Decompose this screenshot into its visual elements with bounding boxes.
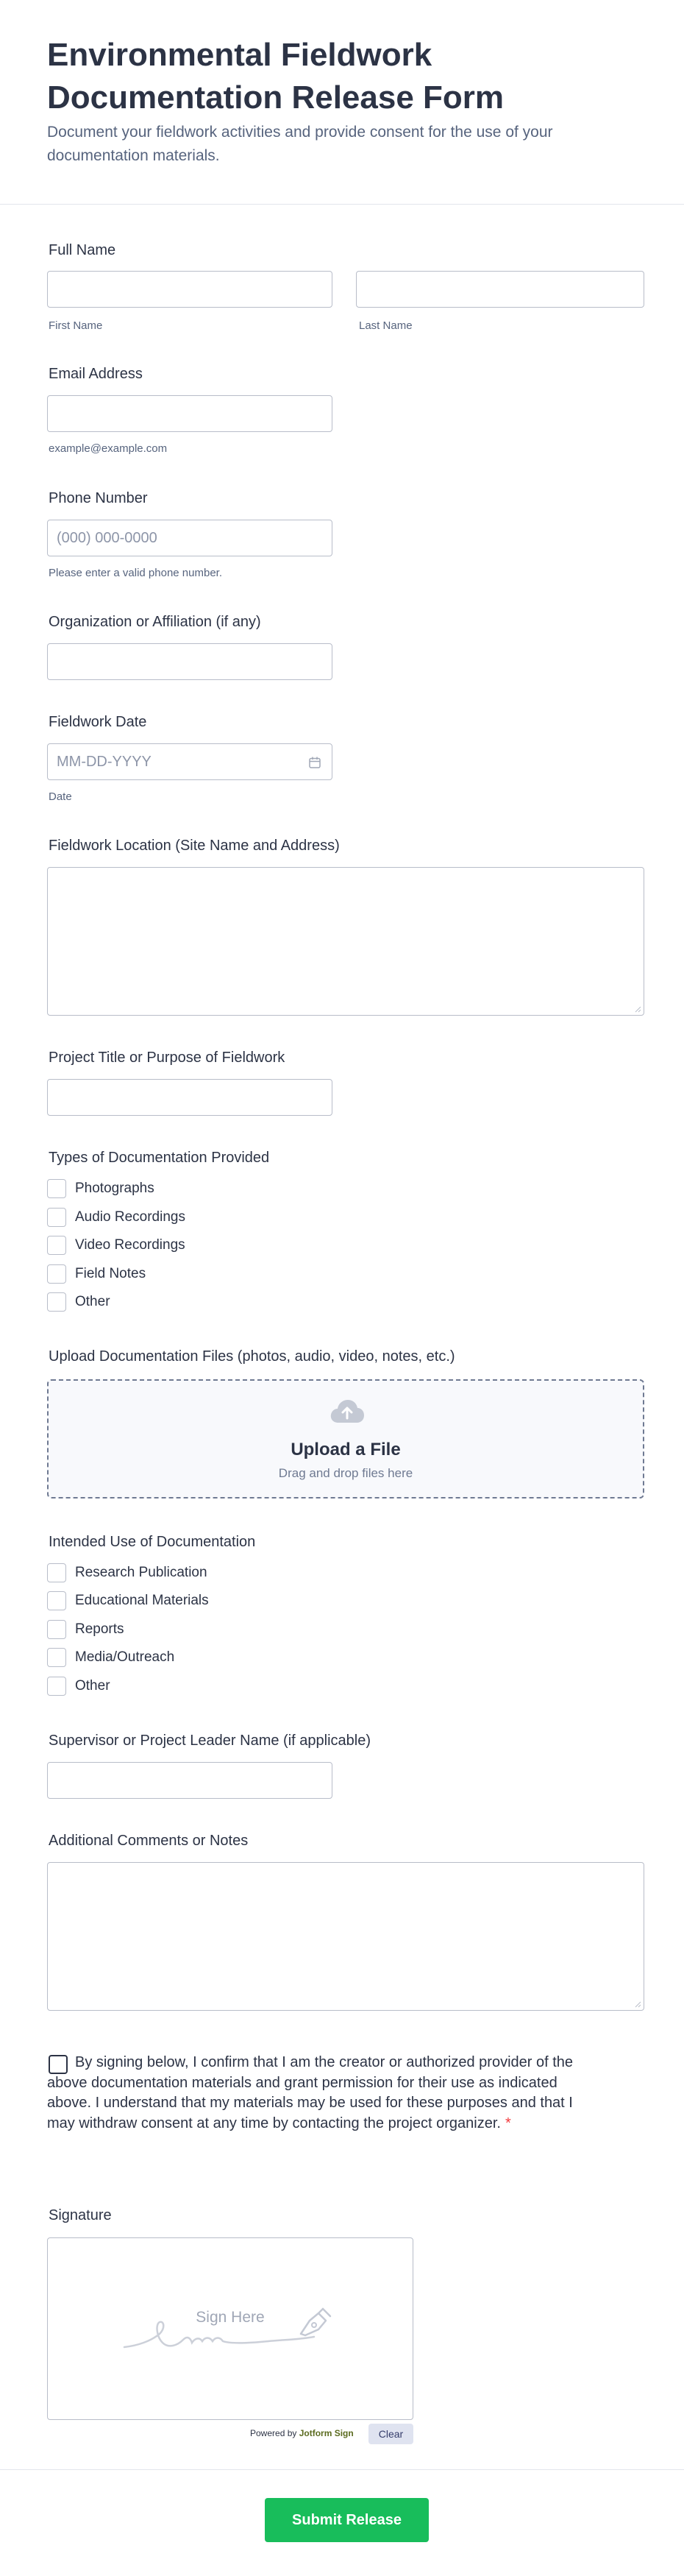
signature-pad[interactable] [47,2237,413,2420]
checkbox[interactable] [47,1292,66,1312]
supervisor-label: Supervisor or Project Leader Name (if applicable) [49,1733,371,1749]
checkbox[interactable] [47,1563,66,1582]
phone-label: Phone Number [49,490,148,506]
checkbox[interactable] [47,1591,66,1610]
first-name-sublabel: First Name [49,319,103,332]
phone-input[interactable]: (000) 000-0000 [47,520,332,556]
date-placeholder: MM-DD-YYYY [57,753,152,770]
last-name-sublabel: Last Name [359,319,413,332]
checkbox[interactable] [47,1620,66,1639]
last-name-input[interactable] [356,271,644,308]
checkbox[interactable] [47,1648,66,1667]
file-upload-dropzone[interactable] [47,1379,644,1498]
doc-type-option[interactable] [47,1264,146,1284]
upload-title: Upload a File [291,1440,401,1459]
cloud-upload-icon [329,1398,365,1425]
option-label: Reports [75,1621,124,1637]
project-title-input[interactable] [47,1079,332,1116]
phone-sublabel: Please enter a valid phone number. [49,567,222,579]
upload-subtitle: Drag and drop files here [278,1466,413,1480]
doc-type-option[interactable] [47,1207,185,1228]
email-input[interactable] [47,395,332,432]
doc-type-option[interactable] [47,1178,154,1199]
organization-label: Organization or Affiliation (if any) [49,614,261,630]
organization-input[interactable] [47,643,332,680]
option-label: Other [75,1294,110,1309]
email-label: Email Address [49,366,143,382]
doc-type-option[interactable] [47,1235,185,1256]
intended-use-option[interactable] [47,1647,174,1668]
option-label: Field Notes [75,1266,146,1281]
date-sublabel: Date [49,790,72,803]
fieldwork-date-label: Fieldwork Date [49,714,147,730]
full-name-label: Full Name [49,242,116,258]
option-label: Photographs [75,1181,154,1196]
project-title-label: Project Title or Purpose of Fieldwork [49,1050,285,1066]
checkbox[interactable] [47,1677,66,1696]
submit-button[interactable]: Submit Release [265,2498,429,2542]
intended-use-option[interactable] [47,1590,209,1611]
checkbox[interactable] [47,1208,66,1227]
clear-signature-button[interactable]: Clear [368,2424,413,2444]
doc-types-label: Types of Documentation Provided [49,1150,270,1166]
intended-use-option[interactable] [47,1619,124,1640]
supervisor-input[interactable] [47,1762,332,1799]
location-label: Fieldwork Location (Site Name and Address) [49,838,340,854]
resize-handle-icon[interactable] [634,2000,641,2008]
checkbox[interactable] [47,1264,66,1284]
intended-use-option[interactable] [47,1676,110,1696]
checkbox[interactable] [47,1236,66,1255]
consent-text [47,2053,577,2134]
upload-label: Upload Documentation Files (photos, audio, video, notes, etc.) [49,1348,455,1365]
signature-label: Signature [49,2207,112,2223]
form-header [0,0,684,205]
consent-statement: By signing below, I confirm that I am the creator or authorized provider of the above documentation materials and grant permission for their use as indicated above. I understand that my materials may be used for these purposes and that I may withdraw consent at any time by contacting the project organizer. [47,2054,574,2131]
intended-use-label: Intended Use of Documentation [49,1534,256,1550]
comments-label: Additional Comments or Notes [49,1833,249,1849]
calendar-icon[interactable] [308,756,321,769]
option-label: Audio Recordings [75,1209,185,1225]
checkbox[interactable] [47,1179,66,1198]
intended-use-option[interactable] [47,1563,207,1583]
fieldwork-date-input[interactable] [47,743,332,780]
option-label: Video Recordings [75,1237,185,1253]
powered-brand: Jotform Sign [299,2428,354,2438]
comments-textarea[interactable] [47,1862,644,2011]
option-label: Educational Materials [75,1593,209,1608]
option-label: Media/Outreach [75,1649,175,1665]
option-label: Other [75,1678,110,1694]
powered-by [250,2427,354,2439]
signature-placeholder: Sign Here [196,2309,265,2326]
form-subtitle: Document your fieldwork activities and provide consent for the use of your documentation materials. [47,124,553,164]
location-textarea[interactable] [47,867,644,1016]
email-sublabel: example@example.com [49,442,168,455]
first-name-input[interactable] [47,271,332,308]
required-mark: * [505,2115,511,2131]
form-title: Environmental Fieldwork Documentation Release Form [47,37,505,116]
option-label: Research Publication [75,1565,207,1580]
resize-handle-icon[interactable] [634,1005,641,1013]
powered-prefix: Powered by [250,2428,297,2438]
doc-type-option[interactable] [47,1292,110,1312]
